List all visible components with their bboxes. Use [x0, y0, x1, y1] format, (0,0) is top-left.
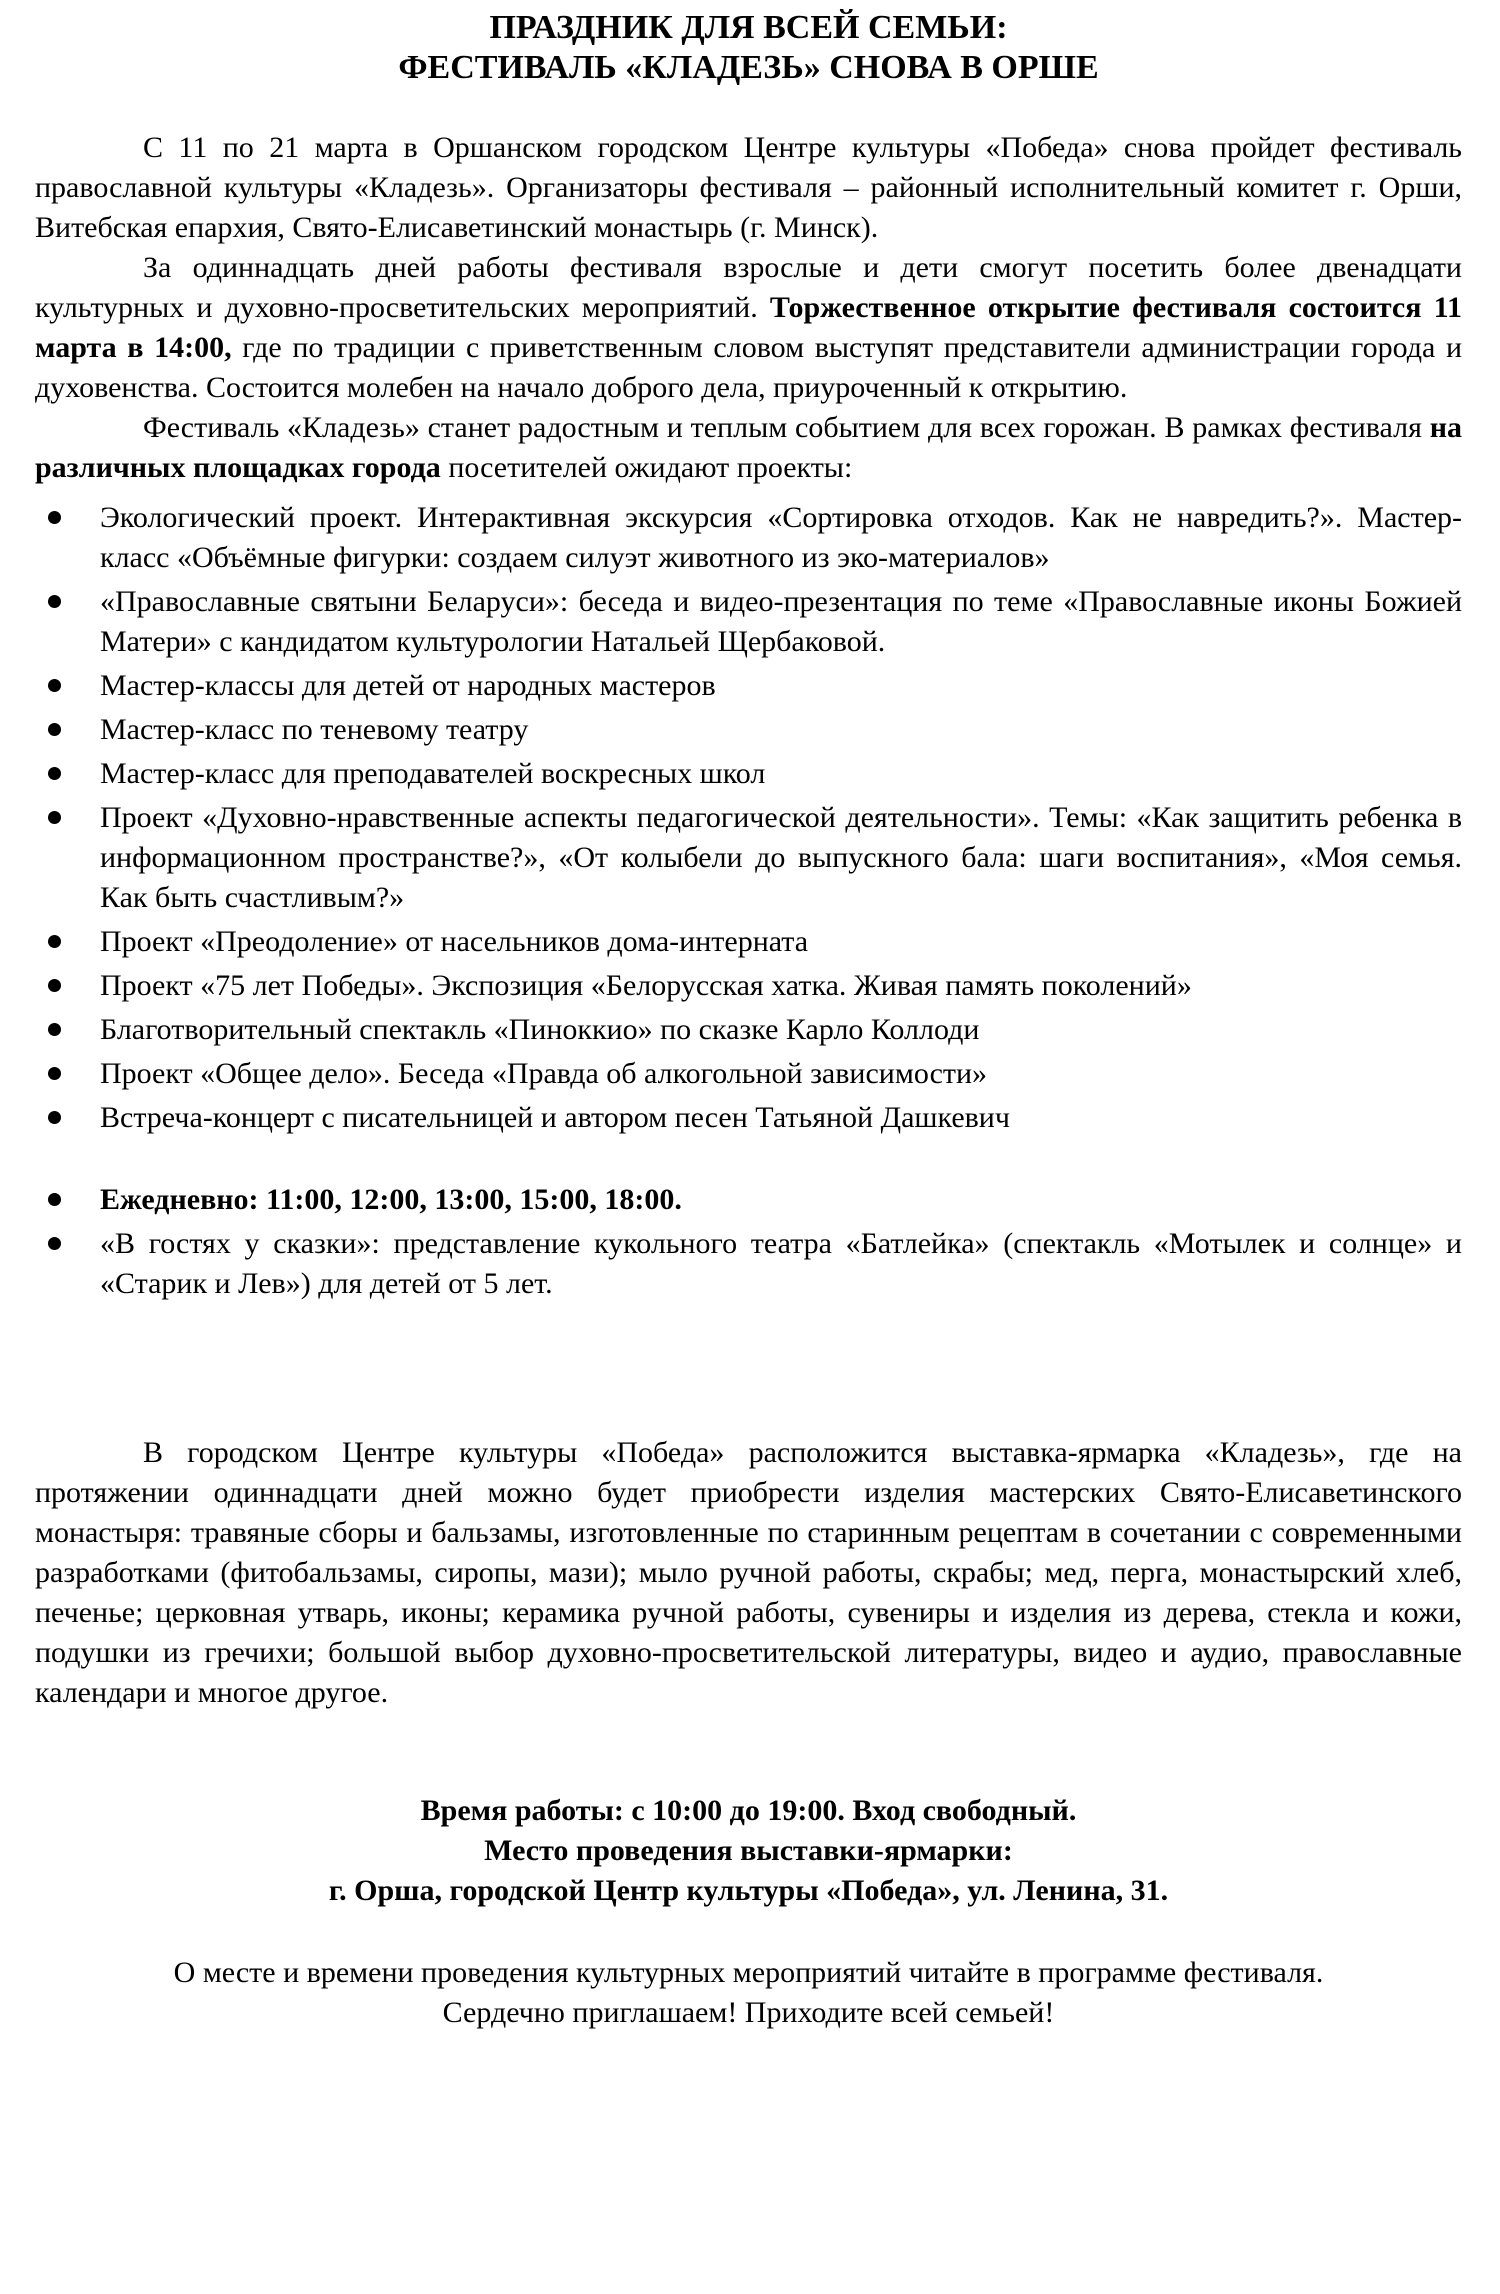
festival-text: Фестиваль «Кладезь» станет радостным и теплым событием для всех горожан. В рамках фестиваля: [143, 411, 1430, 444]
paragraph-opening: [35, 248, 1462, 408]
spacer: [35, 1713, 1462, 1791]
list-item-dashkevich-concert: Встреча-концерт с писательницей и автором песен Татьяной Дашкевич: [35, 1098, 1462, 1138]
footer-invitation: Сердечно приглашаем! Приходите всей семьей!: [442, 1996, 1055, 2029]
spacer: [35, 88, 1462, 128]
list-item-sunday-school-teachers: Мастер-класс для преподавателей воскресных школ: [35, 754, 1462, 794]
footer-address: г. Орша, городской Центр культуры «Победа», ул. Ленина, 31.: [328, 1874, 1169, 1907]
list-item-daily-times: Ежедневно: 11:00, 12:00, 13:00, 15:00, 18:00.: [35, 1180, 1462, 1220]
spacer: [35, 1911, 1462, 1953]
paragraph-festival: [35, 408, 1462, 488]
footer-venue-label: Место проведения выставки-ярмарки:: [484, 1834, 1013, 1867]
spacer: [35, 1308, 1462, 1433]
document-title: [35, 8, 1462, 88]
list-item-batleika: «В гостях у сказки»: представление кукольного театра «Батлейка» (спектакль «Мотылек и солнце» и «Старик и Лев») для детей от 5 лет.: [35, 1224, 1462, 1304]
list-item-masterclasses-children: Мастер-классы для детей от народных мастеров: [35, 666, 1462, 706]
paragraph-fair: В городском Центре культуры «Победа» расположится выставка-ярмарка «Кладезь», где на протяжении одиннадцати дней можно будет приобрести изделия мастерских Свято-Елисаветинского монастыря: травяные сборы и бальзамы, изготовленные по старинным рецептам в сочетании с современными разработками (фитобальзамы, сиропы, мази); мыло ручной работы, скрабы; мед, перга, монастырский хлеб, печенье; церковная утварь, иконы; керамика ручной работы, сувениры и изделия из дерева, стекла и кожи, подушки из гречихи; большой выбор духовно-просветительской литературы, видео и аудио, православные календари и многое другое.: [35, 1436, 1462, 1709]
list-item-obschee-delo: Проект «Общее дело». Беседа «Правда об алкогольной зависимости»: [35, 1054, 1462, 1094]
list-item-preodolenie-project: Проект «Преодоление» от насельников дома-интерната: [35, 922, 1462, 962]
festival-bold-highlight: на различных площадках города: [35, 411, 1462, 484]
projects-list: [35, 498, 1462, 1138]
opening-text: За одиннадцать дней работы фестиваля взрослые и дети смогут посетить более двенадцати культурных и духовно-просветительских мероприятий.: [35, 251, 1462, 324]
list-item-75-let-pobedy: Проект «75 лет Победы». Экспозиция «Белорусская хатка. Живая память поколений»: [35, 966, 1462, 1006]
footer-program-note: О месте и времени проведения культурных мероприятий читайте в программе фестиваля.: [173, 1956, 1324, 1989]
list-item-shadow-theatre: Мастер-класс по теневому театру: [35, 710, 1462, 750]
opening-bold-highlight: Торжественное открытие фестиваля состоится 11 марта в 14:00,: [35, 291, 1462, 364]
schedule-list: [35, 1180, 1462, 1304]
festival-text-continued: посетителей ожидают проекты:: [440, 451, 853, 484]
list-item-eco-project: Экологический проект. Интерактивная экскурсия «Сортировка отходов. Как не навредить?». Мастер-класс «Объёмные фигурки: создаем силуэт животного из эко-материалов»: [35, 498, 1462, 578]
title-line-1: ПРАЗДНИК ДЛЯ ВСЕЙ СЕМЬИ:: [489, 9, 1008, 46]
title-line-2: ФЕСТИВАЛЬ «КЛАДЕЗЬ» СНОВА В ОРШЕ: [398, 49, 1099, 86]
footer-hours: Время работы: с 10:00 до 19:00. Вход свободный.: [420, 1794, 1077, 1827]
list-item-pinocchio: Благотворительный спектакль «Пиноккио» по сказке Карло Коллоди: [35, 1010, 1462, 1050]
list-item-pedagogical-project: Проект «Духовно-нравственные аспекты педагогической деятельности». Темы: «Как защитить ребенка в информационном пространстве?», «От колыбели до выпускного бала: шаги воспитания», «Моя семья. Как быть счастливым?»: [35, 798, 1462, 918]
opening-text-continued: где по традиции с приветственным словом выступят представители администрации города и духовенства. Состоится молебен на начало доброго дела, приуроченный к открытию.: [35, 331, 1463, 404]
paragraph-intro: С 11 по 21 марта в Оршанском городском Центре культуры «Победа» снова пройдет фестиваль православной культуры «Кладезь». Организаторы фестиваля – районный исполнительный комитет г. Орши, Витебская епархия, Свято-Елисаветинский монастырь (г. Минск).: [35, 131, 1462, 244]
list-item-orthodox-shrines: «Православные святыни Беларуси»: беседа и видео-презентация по теме «Православные иконы Божией Матери» с кандидатом культурологии Натальей Щербаковой.: [35, 582, 1462, 662]
